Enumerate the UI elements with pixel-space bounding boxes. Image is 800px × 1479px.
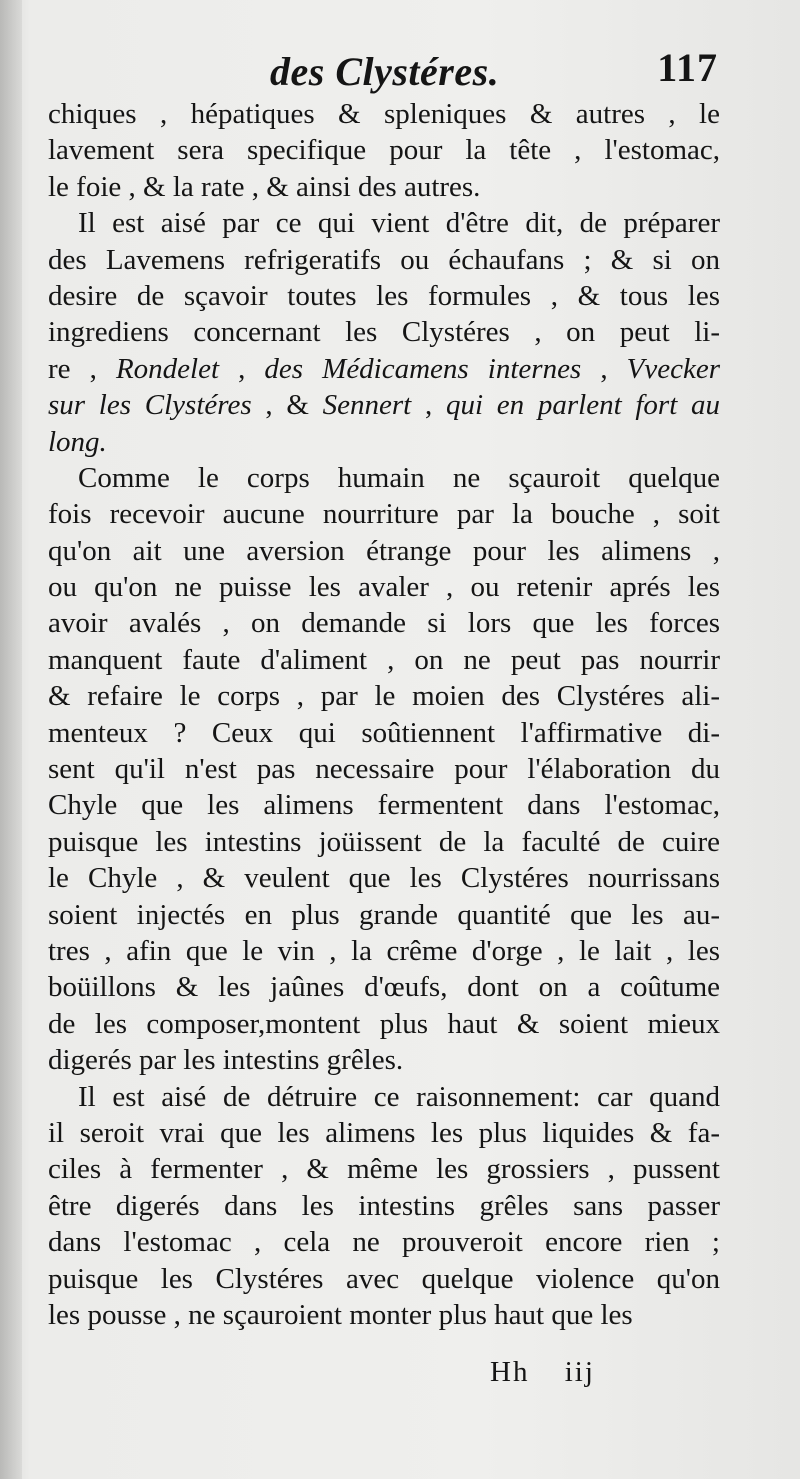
text-line: Il est aisé de détruire ce raisonnement: car quand [78, 1080, 720, 1113]
text-line: il seroit vrai que les alimens les plus liquides & fa- [48, 1116, 720, 1149]
page-gutter-shadow [0, 0, 22, 1479]
text-line: dans l'estomac , cela ne prouveroit encore rien ; [48, 1226, 720, 1259]
running-head: des Clystéres. [270, 49, 500, 94]
text-line: menteux ? Ceux qui soûtiennent l'affirmative di- [48, 716, 720, 749]
paragraph [48, 96, 720, 205]
text-line: chiques , hépatiques & spleniques & autres , le [48, 98, 720, 130]
text-line: digerés par les intestins grêles. [48, 1044, 404, 1077]
text-line: les pousse , ne sçauroient monter plus haut que les [48, 1298, 633, 1331]
text-line: des Lavemens refrigeratifs ou échaufans ; & si on [48, 243, 720, 276]
page-body-text [48, 96, 720, 1333]
text-line: ingrediens concernant les Clystéres , on peut li- [48, 316, 720, 349]
text-line: de les composer,montent plus haut & soient mieux [48, 1007, 720, 1040]
text-line: manquent faute d'aliment , on ne peut pas nourrir [48, 643, 720, 676]
text-line: ou qu'on ne puisse les avaler , ou retenir aprés les [48, 571, 720, 604]
text-line: boüillons & les jaûnes d'œufs, dont on a coûtume [48, 971, 720, 1004]
page-footer [490, 1356, 595, 1389]
text-line: Chyle que les alimens fermentent dans l'estomac, [48, 789, 720, 822]
text-line: être digerés dans les intestins grêles sans passer [48, 1189, 720, 1222]
text-line: puisque les intestins joüissent de la faculté de cuire [48, 825, 720, 858]
signature-mark: Hh [490, 1356, 530, 1388]
text-line: Comme le corps humain ne sçauroit quelque [78, 461, 720, 494]
paragraph [48, 205, 720, 460]
text-line: Il est aisé par ce qui vient d'être dit, de préparer [78, 207, 720, 240]
text-line: sent qu'il n'est pas necessaire pour l'élaboration du [48, 753, 720, 786]
text-line: long. [48, 425, 107, 458]
text-line: re , Rondelet , des Médicamens internes , Vvecker [48, 352, 720, 385]
paragraph [48, 1079, 720, 1334]
text-line: tres , afin que le vin , la crême d'orge , le lait , les [48, 934, 720, 967]
text-line: sur les Clystéres , & Sennert , qui en parlent fort au [48, 389, 721, 422]
text-line: puisque les Clystéres avec quelque violence qu'on [48, 1262, 720, 1295]
text-line: ciles à fermenter , & même les grossiers , pussent [48, 1153, 720, 1186]
text-line: avoir avalés , on demande si lors que les forces [48, 607, 720, 640]
page-header [48, 44, 718, 100]
text-line: qu'on ait une aversion étrange pour les alimens , [48, 534, 720, 567]
text-line: soient injectés en plus grande quantité que les au- [48, 898, 720, 931]
signature-number: iij [564, 1356, 595, 1388]
text-line: le Chyle , & veulent que les Clystéres nourrissans [48, 862, 720, 895]
text-line: desire de sçavoir toutes les formules , & tous les [48, 279, 720, 312]
text-line: fois recevoir aucune nourriture par la bouche , soit [48, 498, 720, 531]
paragraph [48, 460, 720, 1079]
text-line: lavement sera specifique pour la tête , l'estomac, [48, 134, 720, 167]
page-number: 117 [657, 45, 718, 90]
text-line: le foie , & la rate , & ainsi des autres. [48, 170, 481, 203]
text-line: & refaire le corps , par le moien des Clystéres ali- [48, 680, 720, 713]
